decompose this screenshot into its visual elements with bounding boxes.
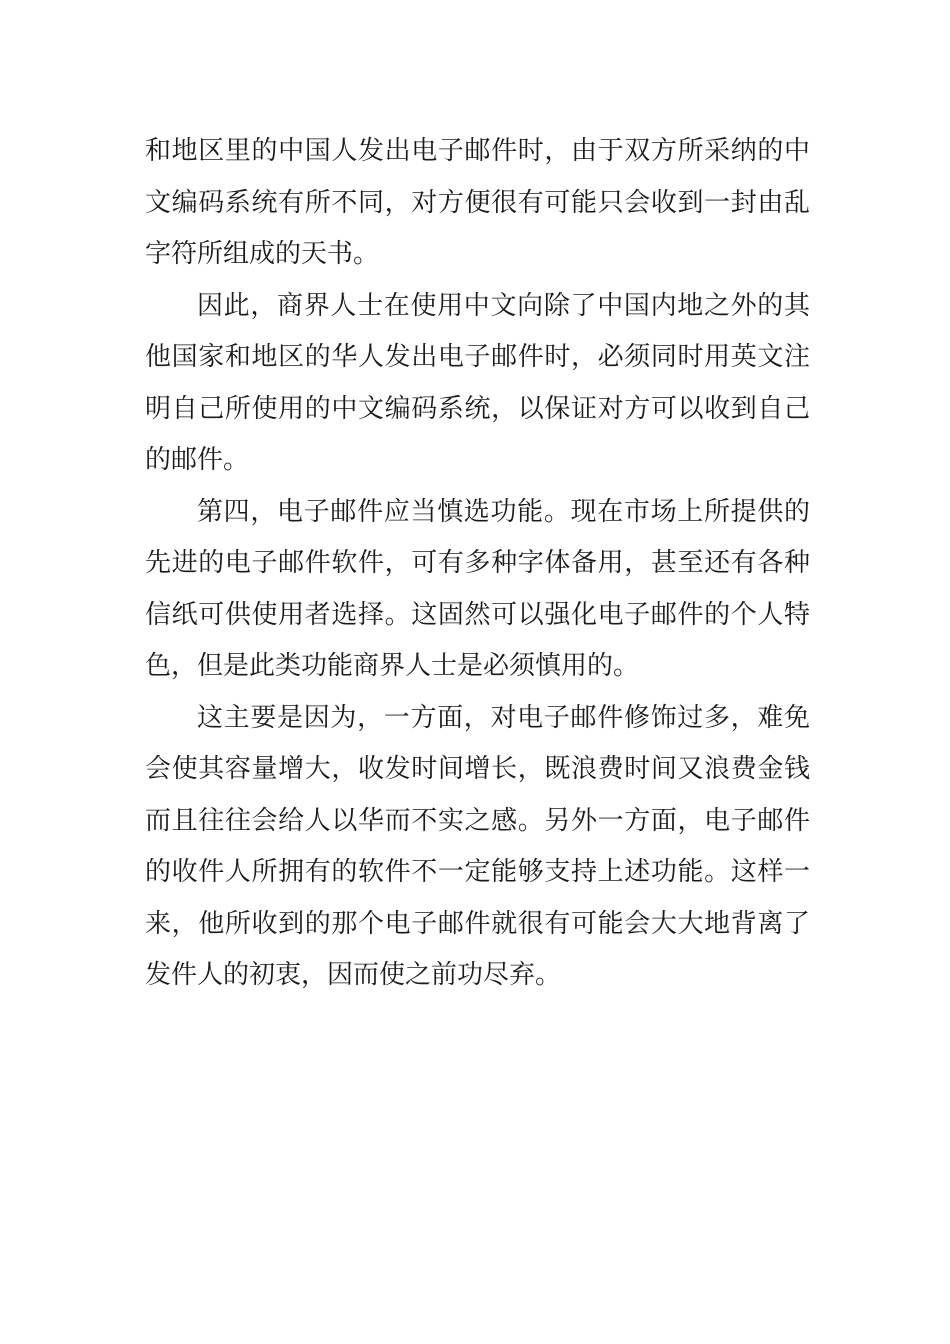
paragraph: 这主要是因为，一方面，对电子邮件修饰过多，难免会使其容量增大，收发时间增长，既浪费时间又浪费金钱而且往往会给人以华而不实之感。另外一方面，电子邮件的收件人所拥有的软件不一定能够支持上述功能。这样一来，他所收到的那个电子邮件就很有可能会大大地背离了发件人的初衷，因而使之前功尽弃。: [145, 702, 810, 990]
document-body: [145, 126, 810, 1002]
paragraph-continued: 和地区里的中国人发出电子邮件时，由于双方所采纳的中文编码系统有所不同，对方便很有可能只会收到一封由乱字符所组成的天书。: [145, 136, 810, 269]
paragraph: 第四，电子邮件应当慎选功能。现在市场上所提供的先进的电子邮件软件，可有多种字体备用，甚至还有各种信纸可供使用者选择。这固然可以强化电子邮件的个人特色，但是此类功能商界人士是必须慎用的。: [145, 496, 810, 681]
paragraph: 因此，商界人士在使用中文向除了中国内地之外的其他国家和地区的华人发出电子邮件时，必须同时用英文注明自己所使用的中文编码系统，以保证对方可以收到自己的邮件。: [145, 290, 810, 475]
